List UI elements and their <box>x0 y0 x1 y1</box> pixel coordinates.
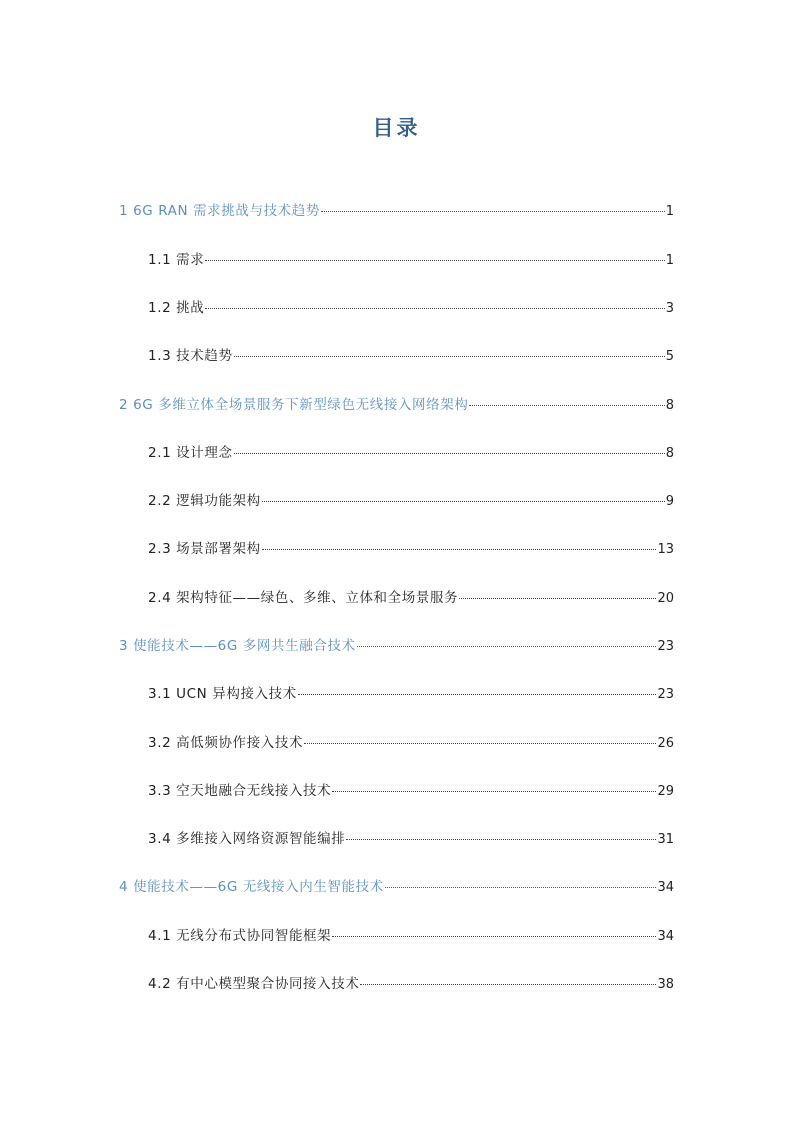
toc-entry-section-1-2[interactable] <box>0 296 674 320</box>
toc-leader-dots <box>385 886 657 888</box>
toc-leader-dots <box>346 838 656 840</box>
toc-entry-label: 3.1 UCN 异构接入技术 <box>148 686 297 702</box>
toc-leader-dots <box>459 597 656 599</box>
toc-leader-dots <box>205 307 664 309</box>
toc-entry-section-1-1[interactable] <box>0 248 674 272</box>
toc-entry-label: 2.4 架构特征——绿色、多维、立体和全场景服务 <box>148 590 459 606</box>
toc-leader-dots <box>205 259 664 261</box>
toc-entry-label: 2 6G 多维立体全场景服务下新型绿色无线接入网络架构 <box>119 397 469 413</box>
toc-leader-dots <box>304 742 656 744</box>
toc-entry-section-2-2[interactable] <box>0 489 674 513</box>
toc-leader-dots <box>332 790 656 792</box>
toc-page-number: 13 <box>657 542 674 557</box>
toc-page-number: 23 <box>657 687 674 702</box>
toc-leader-dots <box>262 548 657 550</box>
page-title: 目录 <box>372 116 421 140</box>
toc-page-number: 5 <box>665 349 674 364</box>
toc-page-number: 38 <box>657 977 674 992</box>
toc-entry-label: 3.3 空天地融合无线接入技术 <box>148 783 332 799</box>
toc-page-number: 20 <box>657 591 674 606</box>
toc-page-number: 26 <box>657 736 674 751</box>
toc-page-number: 23 <box>657 639 674 654</box>
toc-page-number: 9 <box>665 494 674 509</box>
toc-entry-label: 2.2 逻辑功能架构 <box>148 493 261 509</box>
toc-leader-dots <box>234 355 665 357</box>
toc-entry-label: 3.2 高低频协作接入技术 <box>148 735 304 751</box>
toc-entry-label: 2.1 设计理念 <box>148 445 233 461</box>
toc-entry-label: 2.3 场景部署架构 <box>148 541 261 557</box>
toc-page-number: 31 <box>657 832 674 847</box>
toc-leader-dots <box>234 452 665 454</box>
toc-entry-label: 3 使能技术——6G 多网共生融合技术 <box>119 638 356 654</box>
toc-entry-label: 1.1 需求 <box>148 252 205 268</box>
toc-entry-section-1-3[interactable] <box>0 344 674 368</box>
toc-entry-label: 1.2 挑战 <box>148 300 205 316</box>
toc-leader-dots <box>469 404 664 406</box>
toc-entry-section-3-1[interactable] <box>0 682 674 706</box>
toc-entry-label: 3.4 多维接入网络资源智能编排 <box>148 831 346 847</box>
toc-page-number: 29 <box>657 784 674 799</box>
toc-page-number: 1 <box>665 204 674 219</box>
toc-page-number: 1 <box>665 253 674 268</box>
toc-entry-section-2-1[interactable] <box>0 441 674 465</box>
toc-entry-section-3-3[interactable] <box>0 779 674 803</box>
toc-entry-section-2-4[interactable] <box>0 586 674 610</box>
toc-page-number: 34 <box>657 880 674 895</box>
toc-leader-dots <box>262 500 665 502</box>
toc-entry-chapter-1[interactable] <box>0 199 674 223</box>
toc-leader-dots <box>321 210 665 212</box>
toc-leader-dots <box>360 983 656 985</box>
toc-entry-section-3-2[interactable] <box>0 731 674 755</box>
toc-entry-section-4-1[interactable] <box>0 924 674 948</box>
toc-leader-dots <box>298 693 657 695</box>
toc-page-number: 3 <box>665 301 674 316</box>
toc-entry-section-2-3[interactable] <box>0 537 674 561</box>
toc-entry-label: 1.3 技术趋势 <box>148 348 233 364</box>
toc-entry-section-3-4[interactable] <box>0 827 674 851</box>
toc-leader-dots <box>357 645 657 647</box>
toc-page-number: 8 <box>665 398 674 413</box>
toc-page-number: 34 <box>657 929 674 944</box>
toc-entry-chapter-3[interactable] <box>0 634 674 658</box>
toc-leader-dots <box>332 935 656 937</box>
toc-entry-label: 4 使能技术——6G 无线接入内生智能技术 <box>119 879 384 895</box>
toc-entry-label: 4.1 无线分布式协同智能框架 <box>148 928 332 944</box>
toc-page-number: 8 <box>665 446 674 461</box>
toc-entry-label: 4.2 有中心模型聚合协同接入技术 <box>148 976 360 992</box>
toc-entry-label: 1 6G RAN 需求挑战与技术趋势 <box>119 203 320 219</box>
toc-entry-chapter-2[interactable] <box>0 393 674 417</box>
toc-entry-section-4-2[interactable] <box>0 972 674 996</box>
toc-entry-chapter-4[interactable] <box>0 875 674 899</box>
